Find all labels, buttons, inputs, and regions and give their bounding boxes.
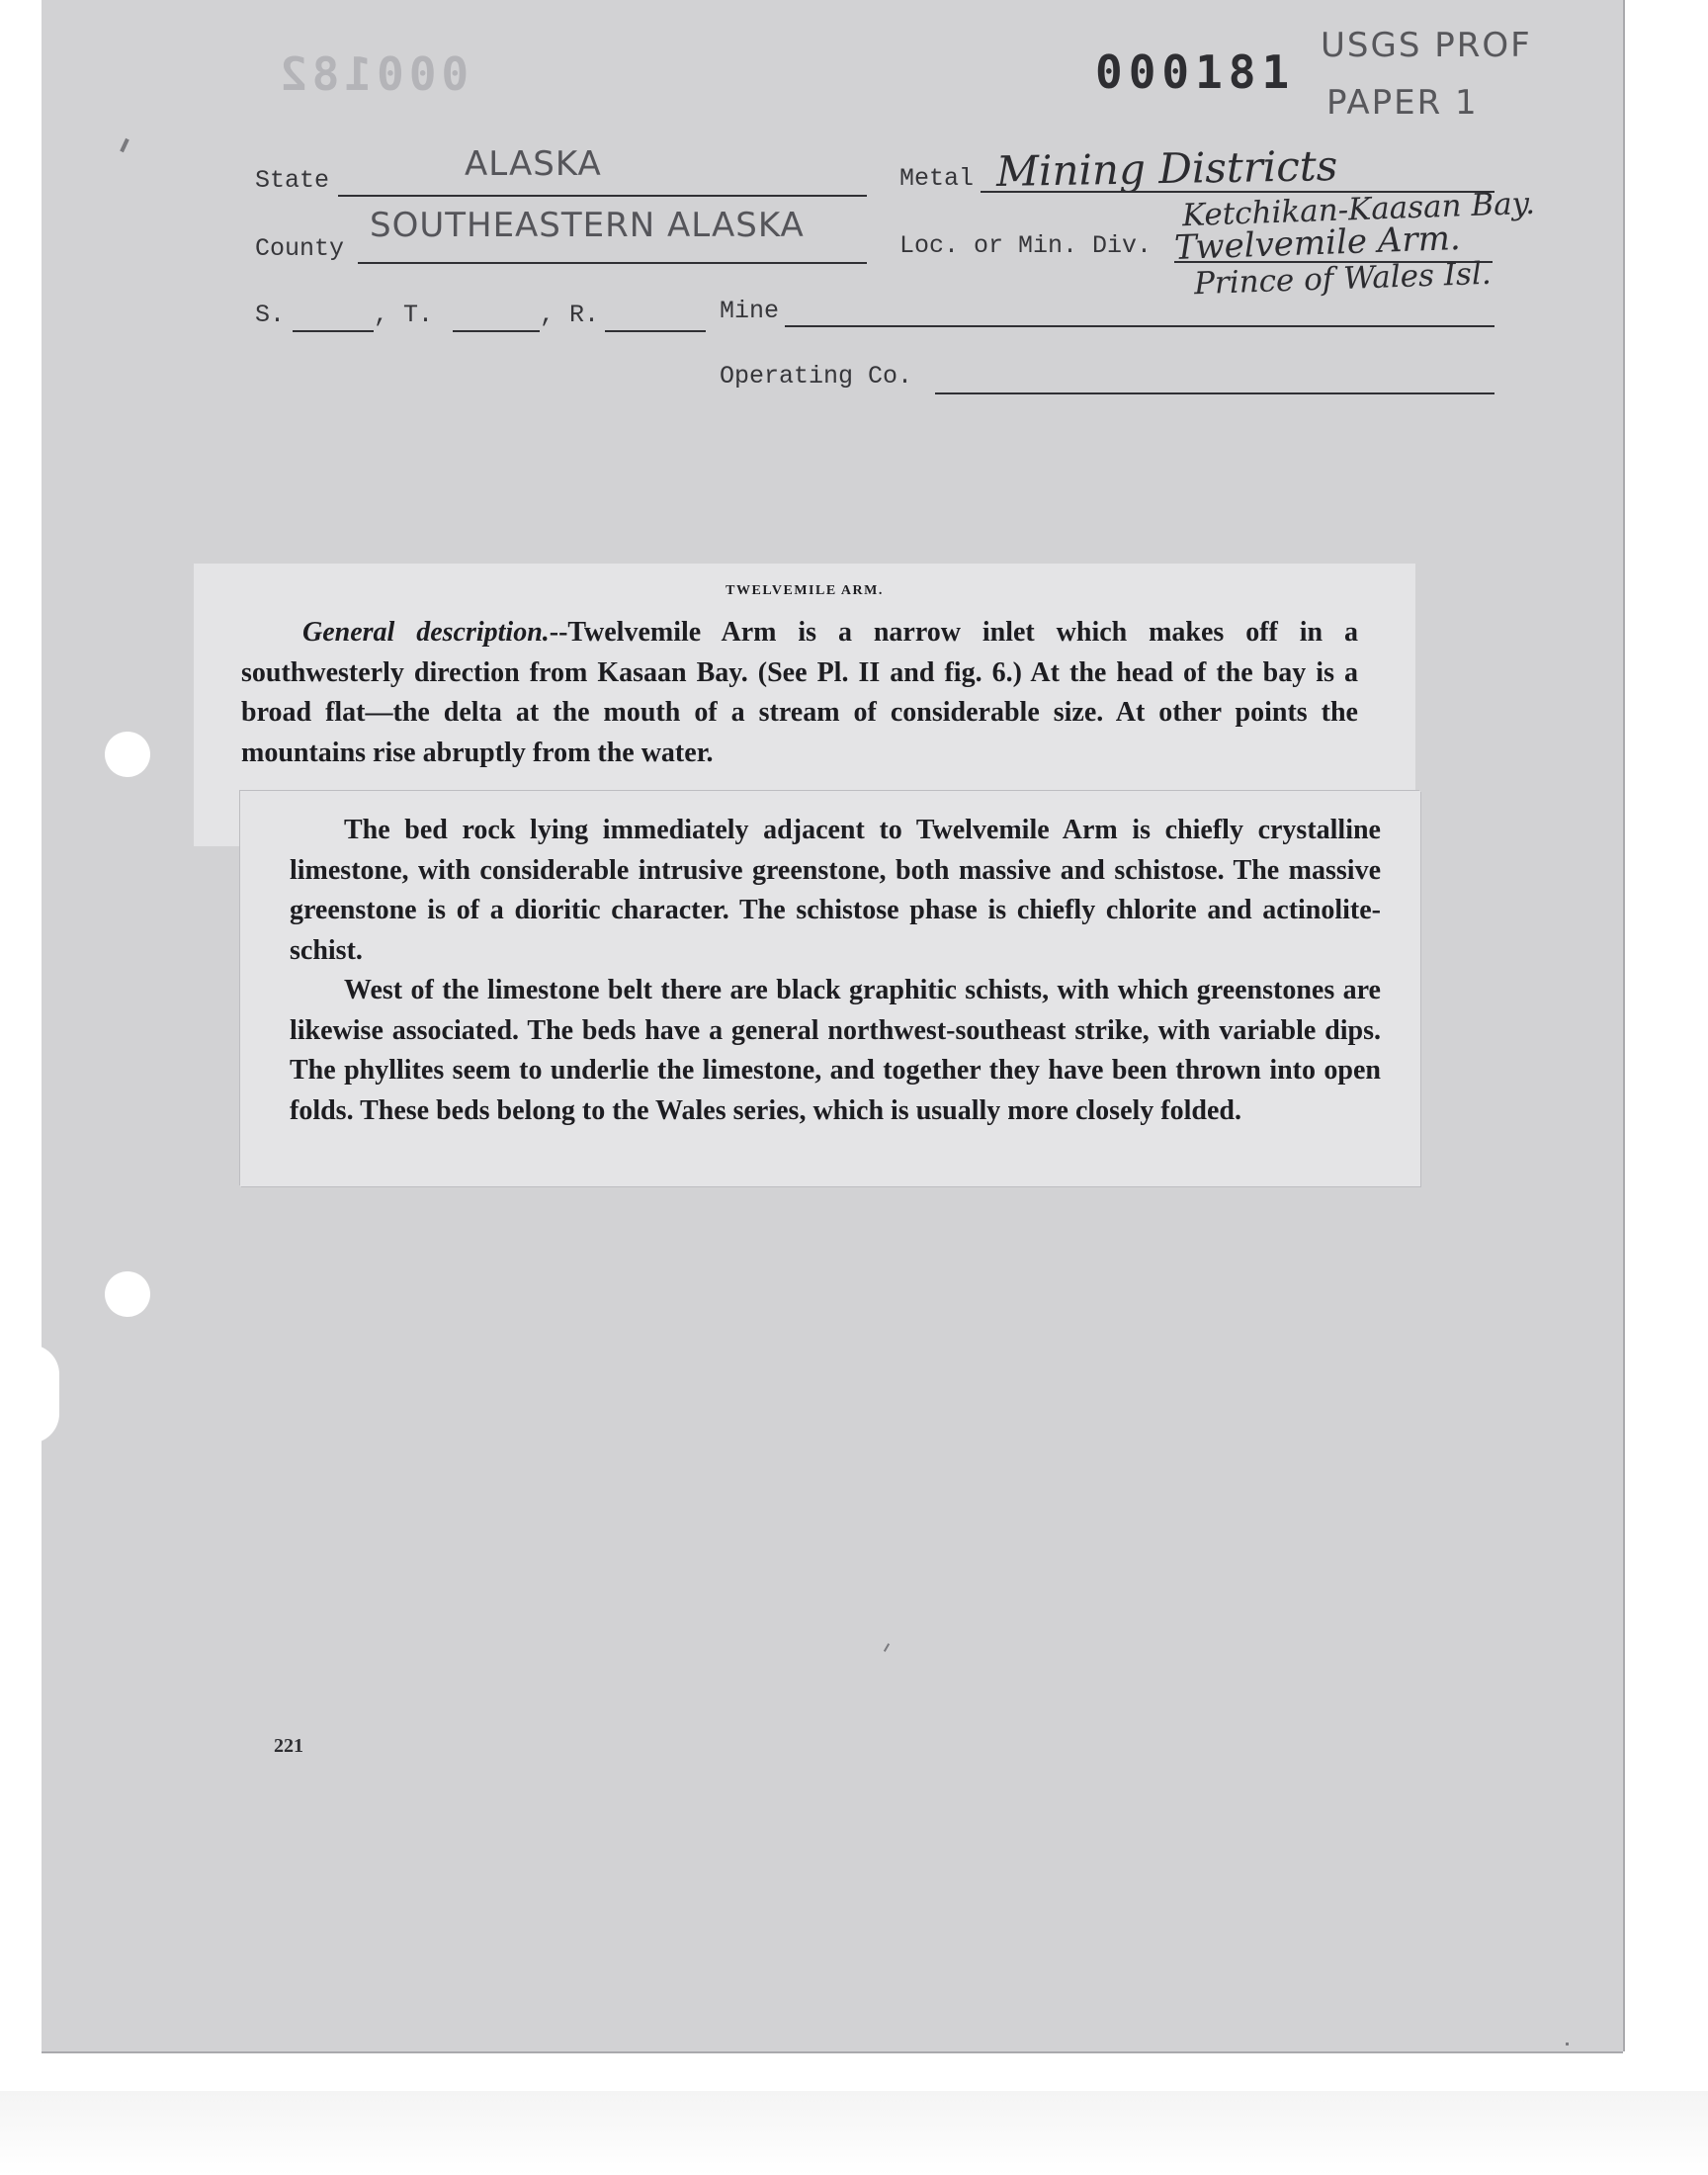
section-label: S. xyxy=(255,301,286,329)
metal-value: Mining Districts xyxy=(995,140,1338,197)
geology-paragraph-1: The bed rock lying immediately adjacent to Twelvemile Arm is chiefly crystalline limestone, with considerable intrusive greenstone, both massive and schistose. The massive greenstone is of a dioritic character. The schistose phase is chiefly chlorite and actinolite-schist. xyxy=(290,815,1381,966)
loc-label: Loc. or Min. Div. xyxy=(899,231,1153,260)
clipping-geology xyxy=(240,791,1420,1186)
stamp-number: 000181 xyxy=(1095,45,1296,99)
mirrored-stamp-number: 000182 xyxy=(275,47,470,101)
township-label: , T. xyxy=(374,301,434,329)
township-underline xyxy=(453,330,540,332)
range-label: , R. xyxy=(540,301,600,329)
clipping-heading: TWELVEMILE ARM. xyxy=(726,583,884,598)
mine-underline xyxy=(785,325,1494,327)
operating-co-underline xyxy=(935,392,1494,394)
county-value: SOUTHEASTERN ALASKA xyxy=(370,206,805,245)
loc-value-line1: Ketchikan-Kaasan Bay. xyxy=(1181,185,1536,234)
metal-label: Metal xyxy=(899,164,975,193)
state-value: ALASKA xyxy=(465,144,602,184)
county-label: County xyxy=(255,234,345,263)
geology-paragraph-2: West of the limestone belt there are black graphitic schists, with which greenstones are likewise associated. The beds have a general northwest-southeast strike, with variable dips. The phyllites seem to underlie the limestone, and together they have been thrown into open folds. These beds belong to the Wales series, which is usually more closely folded. xyxy=(290,975,1381,1126)
general-description-paragraph xyxy=(241,613,1358,773)
loc-value-line2: Twelvemile Arm. xyxy=(1173,218,1462,269)
edge-notch xyxy=(30,1345,59,1443)
scan-speck xyxy=(1566,2043,1569,2045)
mine-label: Mine xyxy=(720,297,780,325)
page-number: 221 xyxy=(274,1735,303,1757)
scan-bottom-margin xyxy=(0,2091,1708,2175)
punch-hole-lower xyxy=(105,1271,150,1317)
general-description-text: --Twelvemile Arm is a narrow inlet which makes off in a southwesterly direction from Kasaan Bay. (See Pl. II and fig. 6.) At the head of the bay is a broad flat—the delta at the mouth of a stream of considerable size. At other points the mountains rise abruptly from the water. xyxy=(241,617,1358,768)
range-underline xyxy=(605,330,706,332)
county-underline xyxy=(358,262,867,264)
section-underline xyxy=(293,330,374,332)
general-description-lead: General description. xyxy=(302,617,550,648)
state-underline xyxy=(338,195,867,197)
operating-co-label: Operating Co. xyxy=(720,362,913,391)
punch-hole-upper xyxy=(105,732,150,777)
series-label-line2: PAPER 1 xyxy=(1326,83,1479,123)
series-label-line1: USGS PROF xyxy=(1321,26,1532,65)
state-label: State xyxy=(255,166,330,195)
loc-value-line3: Prince of Wales Isl. xyxy=(1193,255,1493,303)
